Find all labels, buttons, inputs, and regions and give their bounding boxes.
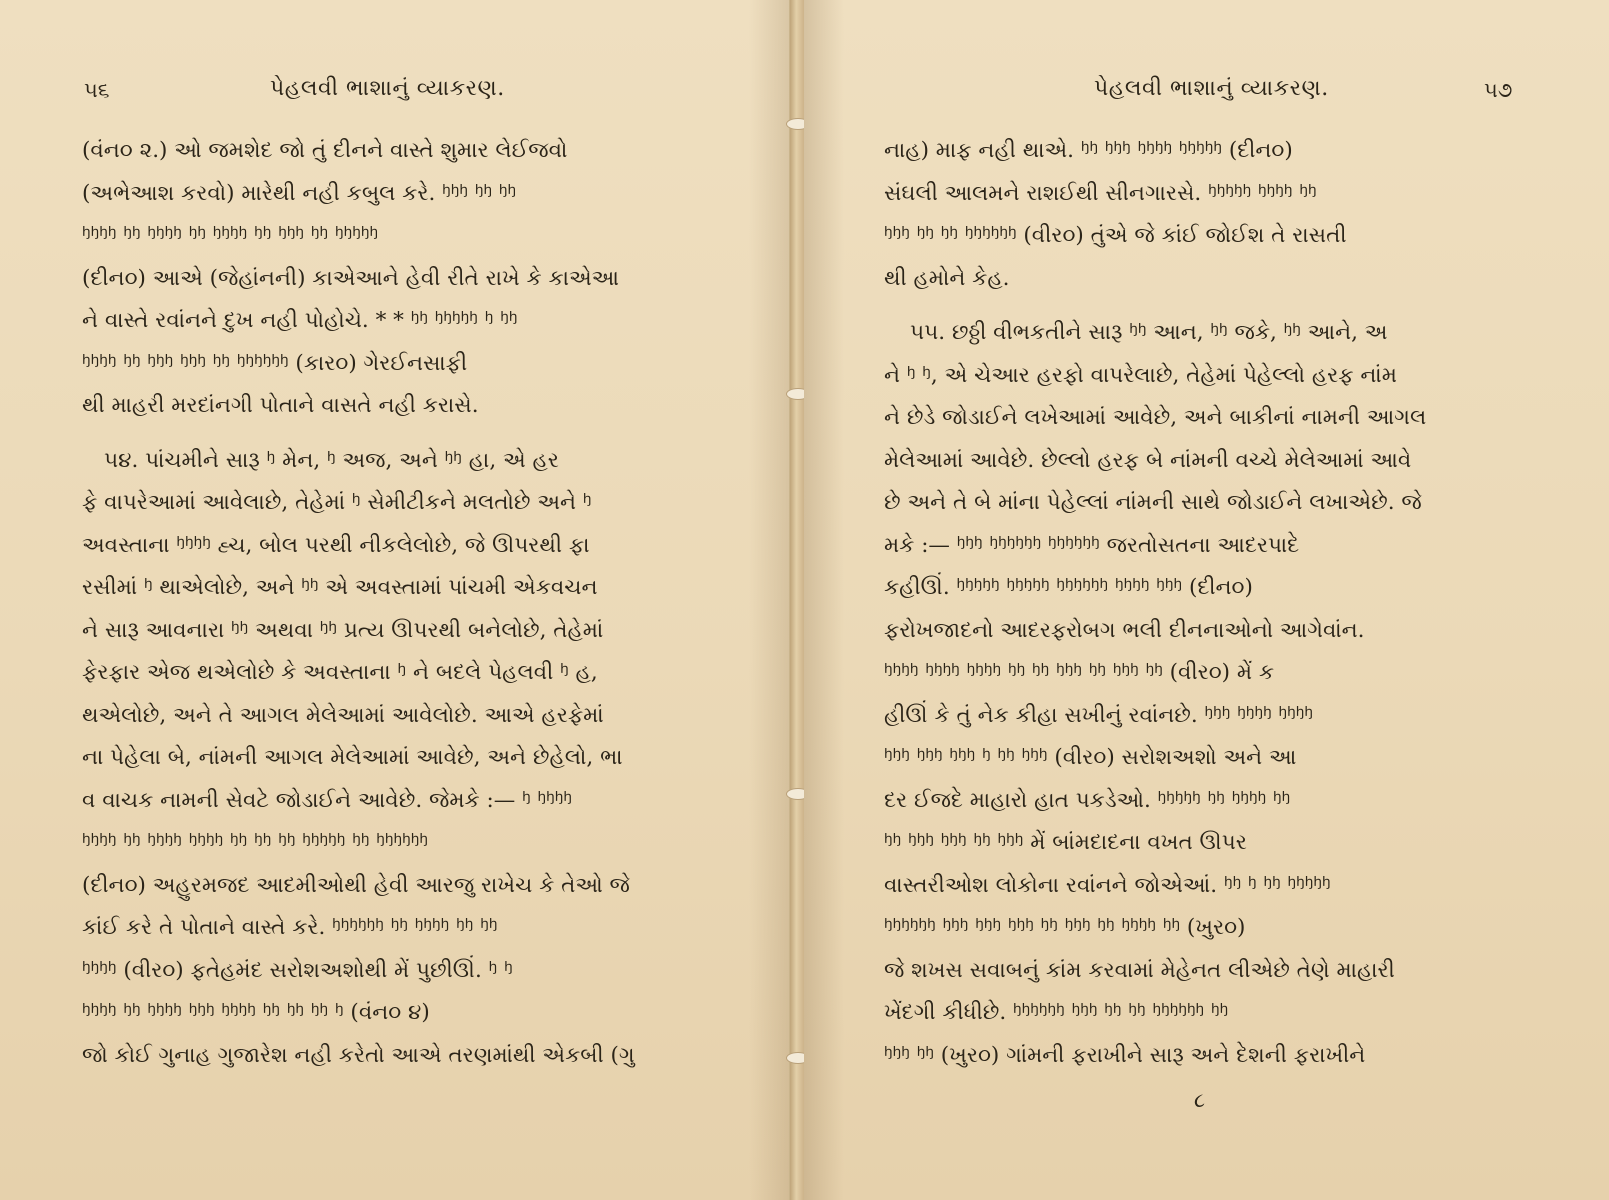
text-line: (દીન૦) આએ (જેહાંનની) કાએઆને હેવી રીતે રાખે કે કાએઆ (82, 265, 620, 291)
text-line: કહીઊં. ꭜꭜꭜꭜꭜ ꭜꭜꭜꭜꭜ ꭜꭜꭜꭜꭜꭜ ꭜꭜꭜꭜ ꭜꭜꭜ (દીન૦) (884, 575, 1253, 600)
text-line: થી હમોને કેહ. (884, 265, 1010, 291)
right-page-number: ૫૭ (1484, 78, 1513, 102)
text-line: દર ઈજદે માહારો હાત પકડેઓ. ꭜꭜꭜꭜꭜ ꭜꭜ ꭜꭜꭜꭜ ꭜꭜ (884, 787, 1291, 813)
text-line: ફે વાપરેઆમાં આવેલાછે, તેહેમાં ꭜ સેમીટીકને મલતોછે અને ꭜ (82, 490, 592, 515)
text-line: ꭜꭜꭜꭜ ꭜꭜ ꭜꭜꭜ ꭜꭜꭜ ꭜꭜ ꭜꭜꭜꭜꭜꭜ (કાર૦) ગેરઈનસાફી (82, 350, 468, 376)
text-line: ꭜꭜꭜ ꭜꭜ ꭜꭜ ꭜꭜꭜꭜꭜꭜ (વીર૦) તુંએ જે કાંઈ જોઈશ તે રાસતી (884, 223, 1347, 248)
text-line: જે શખસ સવાબનું કાંમ કરવામાં મેહેનત લીએછે તેણે માહારી (884, 957, 1395, 983)
text-line: ꭜꭜꭜ ꭜꭜꭜ ꭜꭜꭜ ꭜ ꭜꭜ ꭜꭜꭜ (વીર૦) સરોશઅશો અને આ (884, 745, 1297, 770)
text-line: ꭜꭜꭜꭜꭜꭜ ꭜꭜꭜ ꭜꭜꭜ ꭜꭜꭜ ꭜꭜ ꭜꭜꭜ ꭜꭜ ꭜꭜꭜꭜ ꭜꭜ (ખુર૦) (884, 915, 1246, 940)
text-line: (વંન૦ ૨.) ઓ જમશેદ જો તું દીનને વાસ્તે શુમાર લેઈજવો (82, 138, 568, 163)
text-line: સંઘલી આલમને રાશઈથી સીનગારસે. ꭜꭜꭜꭜꭜ ꭜꭜꭜꭜ ꭜꭜ (884, 180, 1317, 206)
text-line: ꭜꭜꭜ ꭜꭜ (ખુર૦) ગાંમની ફરાખીને સારૂ અને દેશની ફરાખીને (884, 1042, 1366, 1068)
text-line: ને સારૂ આવનારા ꭜꭜ અથવા ꭜꭜ પ્રત્ય ઊપરથી બનેલોછે, તેહેમાં (82, 617, 604, 643)
text-line: (દીન૦) અહુરમજદ આદમીઓથી હેવી આરજુ રાખેચ કે તેઓ જે (82, 872, 630, 898)
text-line: ફરોખજાદનો આદરફરોબગ ભલી દીનનાઓનો આગેવાંન. (884, 617, 1365, 643)
text-line: નાહ) માફ નહી થાએ. ꭜꭜ ꭜꭜꭜ ꭜꭜꭜꭜ ꭜꭜꭜꭜꭜ (દીન૦) (884, 138, 1293, 163)
text-line: થએલોછે, અને તે આગલ મેલેઆમાં આવેલોછે. આએ હરફેમાં (82, 702, 604, 728)
text-line: જો કોઈ ગુનાહ ગુજારેશ નહી કરેતો આએ તરણમાંથી એકબી (ગુ (82, 1042, 635, 1068)
right-running-head: પેહલવી ભાશાનું વ્યાકરણ. (1094, 76, 1329, 101)
signature-mark: ૮ (1194, 1088, 1205, 1112)
text-line: ꭜꭜꭜꭜ (વીર૦) ફતેહમંદ સરોશઅશોથી મેં પુછીઊં. ꭜ ꭜ (82, 957, 513, 983)
right-page (804, 0, 1609, 1200)
text-line: ꭜꭜꭜꭜ ꭜꭜꭜꭜ ꭜꭜꭜꭜ ꭜꭜ ꭜꭜ ꭜꭜꭜ ꭜꭜ ꭜꭜꭜ ꭜꭜ (વીર૦) મેં ક (884, 660, 1275, 685)
paragraph-55-start: ૫૫. છઠ્ઠી વીભકતીને સારૂ ꭜꭜ આન, ꭜꭜ જકે, ꭜꭜ આને, અ (910, 320, 1388, 345)
text-line: ખેંદગી કીધીછે. ꭜꭜꭜꭜꭜꭜ ꭜꭜꭜ ꭜꭜ ꭜꭜ ꭜꭜꭜꭜꭜꭜ ꭜꭜ (884, 1000, 1229, 1025)
text-line: ફેરફાર એજ થએલોછે કે અવસ્તાના ꭜ ને બદલે પેહલવી ꭜ હ, (82, 660, 598, 685)
text-line: ને વાસ્તે રવાંનને દુખ નહી પોહોચે. * * ꭜꭜ ꭜꭜꭜꭜꭜ ꭜ ꭜꭜ (82, 308, 518, 333)
right-body-text (884, 130, 1524, 1077)
left-running-head: પેહલવી ભાશાનું વ્યાકરણ. (270, 76, 505, 101)
text-line: મેલેઆમાં આવેછે. છેલ્લો હરફ બે નાંમની વચ્ચે મેલેઆમાં આવે (884, 447, 1412, 473)
paragraph-54-start: ૫૪. પાંચમીને સારૂ ꭜ મેન, ꭜ અજ, અને ꭜꭜ હા, એ હર (104, 447, 559, 473)
text-line: અવસ્તાના ꭜꭜꭜꭜ હ્ચ, બોલ પરથી નીકલેલોછે, જે ઊપરથી ફા (82, 532, 590, 558)
text-line: છે અને તે બે માંના પેહેલ્લાં નાંમની સાથે જોડાઈને લખાએછે. જે (884, 490, 1422, 515)
left-body-text (82, 130, 712, 1077)
text-line: ના પેહેલા બે, નાંમની આગલ મેલેઆમાં આવેછે, અને છેહેલો, ભા (82, 745, 623, 770)
book-gutter (790, 0, 804, 1200)
text-line: (અભેઆશ કરવો) મારેથી નહી કબુલ કરે. ꭜꭜꭜ ꭜꭜ ꭜꭜ (82, 180, 517, 206)
text-line: હીઊં કે તું નેક કીહા સખીનું રવાંનછે. ꭜꭜꭜ ꭜꭜꭜꭜ ꭜꭜꭜꭜ (884, 702, 1314, 728)
text-line: ꭜꭜꭜꭜ ꭜꭜ ꭜꭜꭜꭜ ꭜꭜꭜ ꭜꭜꭜꭜ ꭜꭜ ꭜꭜ ꭜꭜ ꭜ (વંન૦ ૪) (82, 1000, 430, 1025)
text-line: વ વાચક નામની સેવટે જોડાઈને આવેછે. જેમકે :— ꭜ ꭜꭜꭜꭜ (82, 787, 573, 813)
text-line: ꭜꭜꭜꭜ ꭜꭜ ꭜꭜꭜꭜ ꭜꭜꭜꭜ ꭜꭜ ꭜꭜ ꭜꭜ ꭜꭜꭜꭜꭜ ꭜꭜ ꭜꭜꭜꭜꭜꭜ (82, 830, 429, 855)
text-line: કાંઈ કરે તે પોતાને વાસ્તે કરે. ꭜꭜꭜꭜꭜꭜ ꭜꭜ ꭜꭜꭜꭜ ꭜꭜ ꭜꭜ (82, 915, 498, 940)
text-line: ને ꭜ ꭜ, એ ચેઆર હરફો વાપરેલાછે, તેહેમાં પેહેલ્લો હરફ નાંમ (884, 362, 1397, 388)
text-line: ને છેડે જોડાઈને લખેઆમાં આવેછે, અને બાકીનાં નામની આગલ (884, 405, 1427, 430)
text-line: થી માહરી મરદાંનગી પોતાને વાસતે નહી કરાસે. (82, 393, 479, 418)
text-line: મકે :— ꭜꭜꭜ ꭜꭜꭜꭜꭜꭜ ꭜꭜꭜꭜꭜꭜ જરતોસતના આદરપાદે (884, 532, 1300, 558)
text-line: વાસ્તરીઓશ લોકોના રવાંનને જોએઆં. ꭜꭜ ꭜ ꭜꭜ ꭜꭜꭜꭜꭜ (884, 872, 1331, 898)
text-line: રસીમાં ꭜ થાએલોછે, અને ꭜꭜ એ અવસ્તામાં પાંચમી એકવચન (82, 575, 598, 600)
text-line: ꭜꭜ ꭜꭜꭜ ꭜꭜꭜ ꭜꭜ ꭜꭜꭜ મેં બાંમદાદના વખત ઊપર (884, 830, 1247, 855)
text-line: ꭜꭜꭜꭜ ꭜꭜ ꭜꭜꭜꭜ ꭜꭜ ꭜꭜꭜꭜ ꭜꭜ ꭜꭜꭜ ꭜꭜ ꭜꭜꭜꭜꭜ (82, 223, 379, 248)
left-page (0, 0, 790, 1200)
left-page-number: ૫૬ (84, 78, 110, 102)
